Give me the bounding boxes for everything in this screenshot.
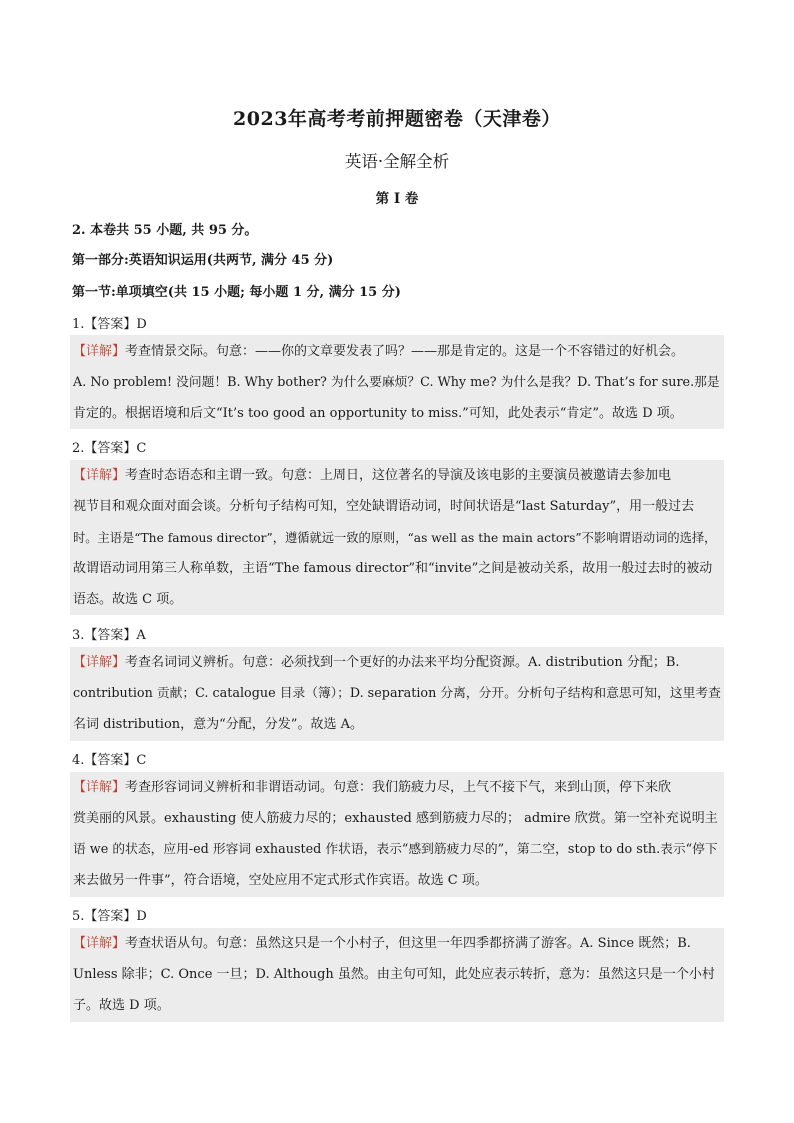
- explanation-line: 赏美丽的风景。exhausting 使人筋疲力尽的；exhausted 感到筋疲力尽的； admire 欣赏。第一空补充说明主: [73, 811, 718, 826]
- explanation-line: [73, 344, 684, 360]
- exam-note: 2. 本卷共 55 小题, 共 95 分。: [72, 223, 258, 238]
- answer-line: 4.【答案】C: [72, 753, 147, 768]
- explanation-line: 肯定的。根据语境和后文“It’s too good an opportunity to miss.”可知，此处表示“肯定”。故选 D 项。: [73, 406, 683, 421]
- explanation-text: 考查时态语态和主谓一致。句意：上周日，这位著名的导演及该电影的主要演员被邀请去参加电: [125, 468, 672, 483]
- detail-tag: 【详解】: [73, 344, 126, 359]
- explanation-block: [70, 772, 724, 897]
- page-subtitle: 英语·全解全析: [344, 152, 450, 171]
- answer-line: 5.【答案】D: [72, 909, 147, 924]
- detail-tag: 【详解】: [73, 655, 126, 670]
- explanation-text: 考查名词词义辨析。句意：必须找到一个更好的办法来平均分配资源。A. distribution 分配；B.: [125, 655, 680, 670]
- explanation-line: [73, 655, 680, 671]
- explanation-line: 子。故选 D 项。: [73, 998, 170, 1013]
- part-heading: 第一部分:英语知识运用(共两节, 满分 45 分): [72, 253, 334, 268]
- explanation-line: 语 we 的状态，应用-ed 形容词 exhausted 作状语，表示“感到筋疲力尽的”，第二空，stop to do sth.表示“停下: [73, 842, 718, 857]
- explanation-block: [70, 335, 724, 429]
- page-title: 2023年高考考前押题密卷（天津卷）: [233, 108, 561, 130]
- explanation-line: contribution 贡献；C. catalogue 目录（簿）；D. separation 分离，分开。分析句子结构和意思可知，这里考查: [73, 686, 721, 701]
- explanation-line: 视节目和观众面对面会谈。分析句子结构可知，空处缺谓语动词，时间状语是“last Saturday”，用一般过去: [73, 499, 695, 514]
- detail-tag: 【详解】: [73, 780, 126, 795]
- detail-tag: 【详解】: [73, 936, 126, 951]
- explanation-block: [70, 928, 724, 1022]
- explanation-line: 来去做另一件事”，符合语境，空处应用不定式形式作宾语。故选 C 项。: [73, 873, 488, 888]
- explanation-line: [73, 468, 671, 484]
- explanation-line: 时。主语是“The famous director”，遵循就远一致的原则，“as well as the main actors”不影响谓语动词的选择，: [73, 531, 717, 545]
- explanation-block: [70, 647, 724, 741]
- explanation-line: Unless 除非；C. Once 一旦；D. Although 虽然。由主句可知，此处应表示转折，意为：虽然这只是一个小村: [73, 967, 715, 982]
- explanation-block: [70, 460, 724, 615]
- detail-tag: 【详解】: [73, 468, 126, 483]
- explanation-line: A. No problem! 没问题！B. Why bother? 为什么要麻烦？C. Why me? 为什么是我？D. That’s for sure.那是: [73, 375, 720, 390]
- answer-line: 1.【答案】D: [72, 317, 147, 332]
- volume-heading: 第 I 卷: [375, 191, 419, 207]
- explanation-text: 考查情景交际。句意：——你的文章要发表了吗？——那是肯定的。这是一个不容错过的好机会。: [125, 344, 685, 359]
- answer-line: 3.【答案】A: [72, 628, 146, 643]
- answer-line: 2.【答案】C: [72, 441, 147, 456]
- explanation-line: [73, 780, 671, 796]
- explanation-line: 语态。故选 C 项。: [73, 592, 183, 607]
- explanation-line: 名词 distribution，意为“分配，分发”。故选 A。: [73, 717, 363, 732]
- explanation-text: 考查形容词词义辨析和非谓语动词。句意：我们筋疲力尽，上气不接下气，来到山顶，停下来欣: [125, 780, 672, 795]
- explanation-line: 故谓语动词用第三人称单数，主语“The famous director”和“invite”之间是被动关系，故用一般过去时的被动: [73, 561, 713, 576]
- explanation-line: [73, 936, 691, 952]
- explanation-text: 考查状语从句。句意：虽然这只是一个小村子，但这里一年四季都挤满了游客。A. Since 既然；B.: [125, 936, 691, 951]
- section-heading: 第一节:单项填空(共 15 小题; 每小题 1 分, 满分 15 分): [72, 285, 401, 300]
